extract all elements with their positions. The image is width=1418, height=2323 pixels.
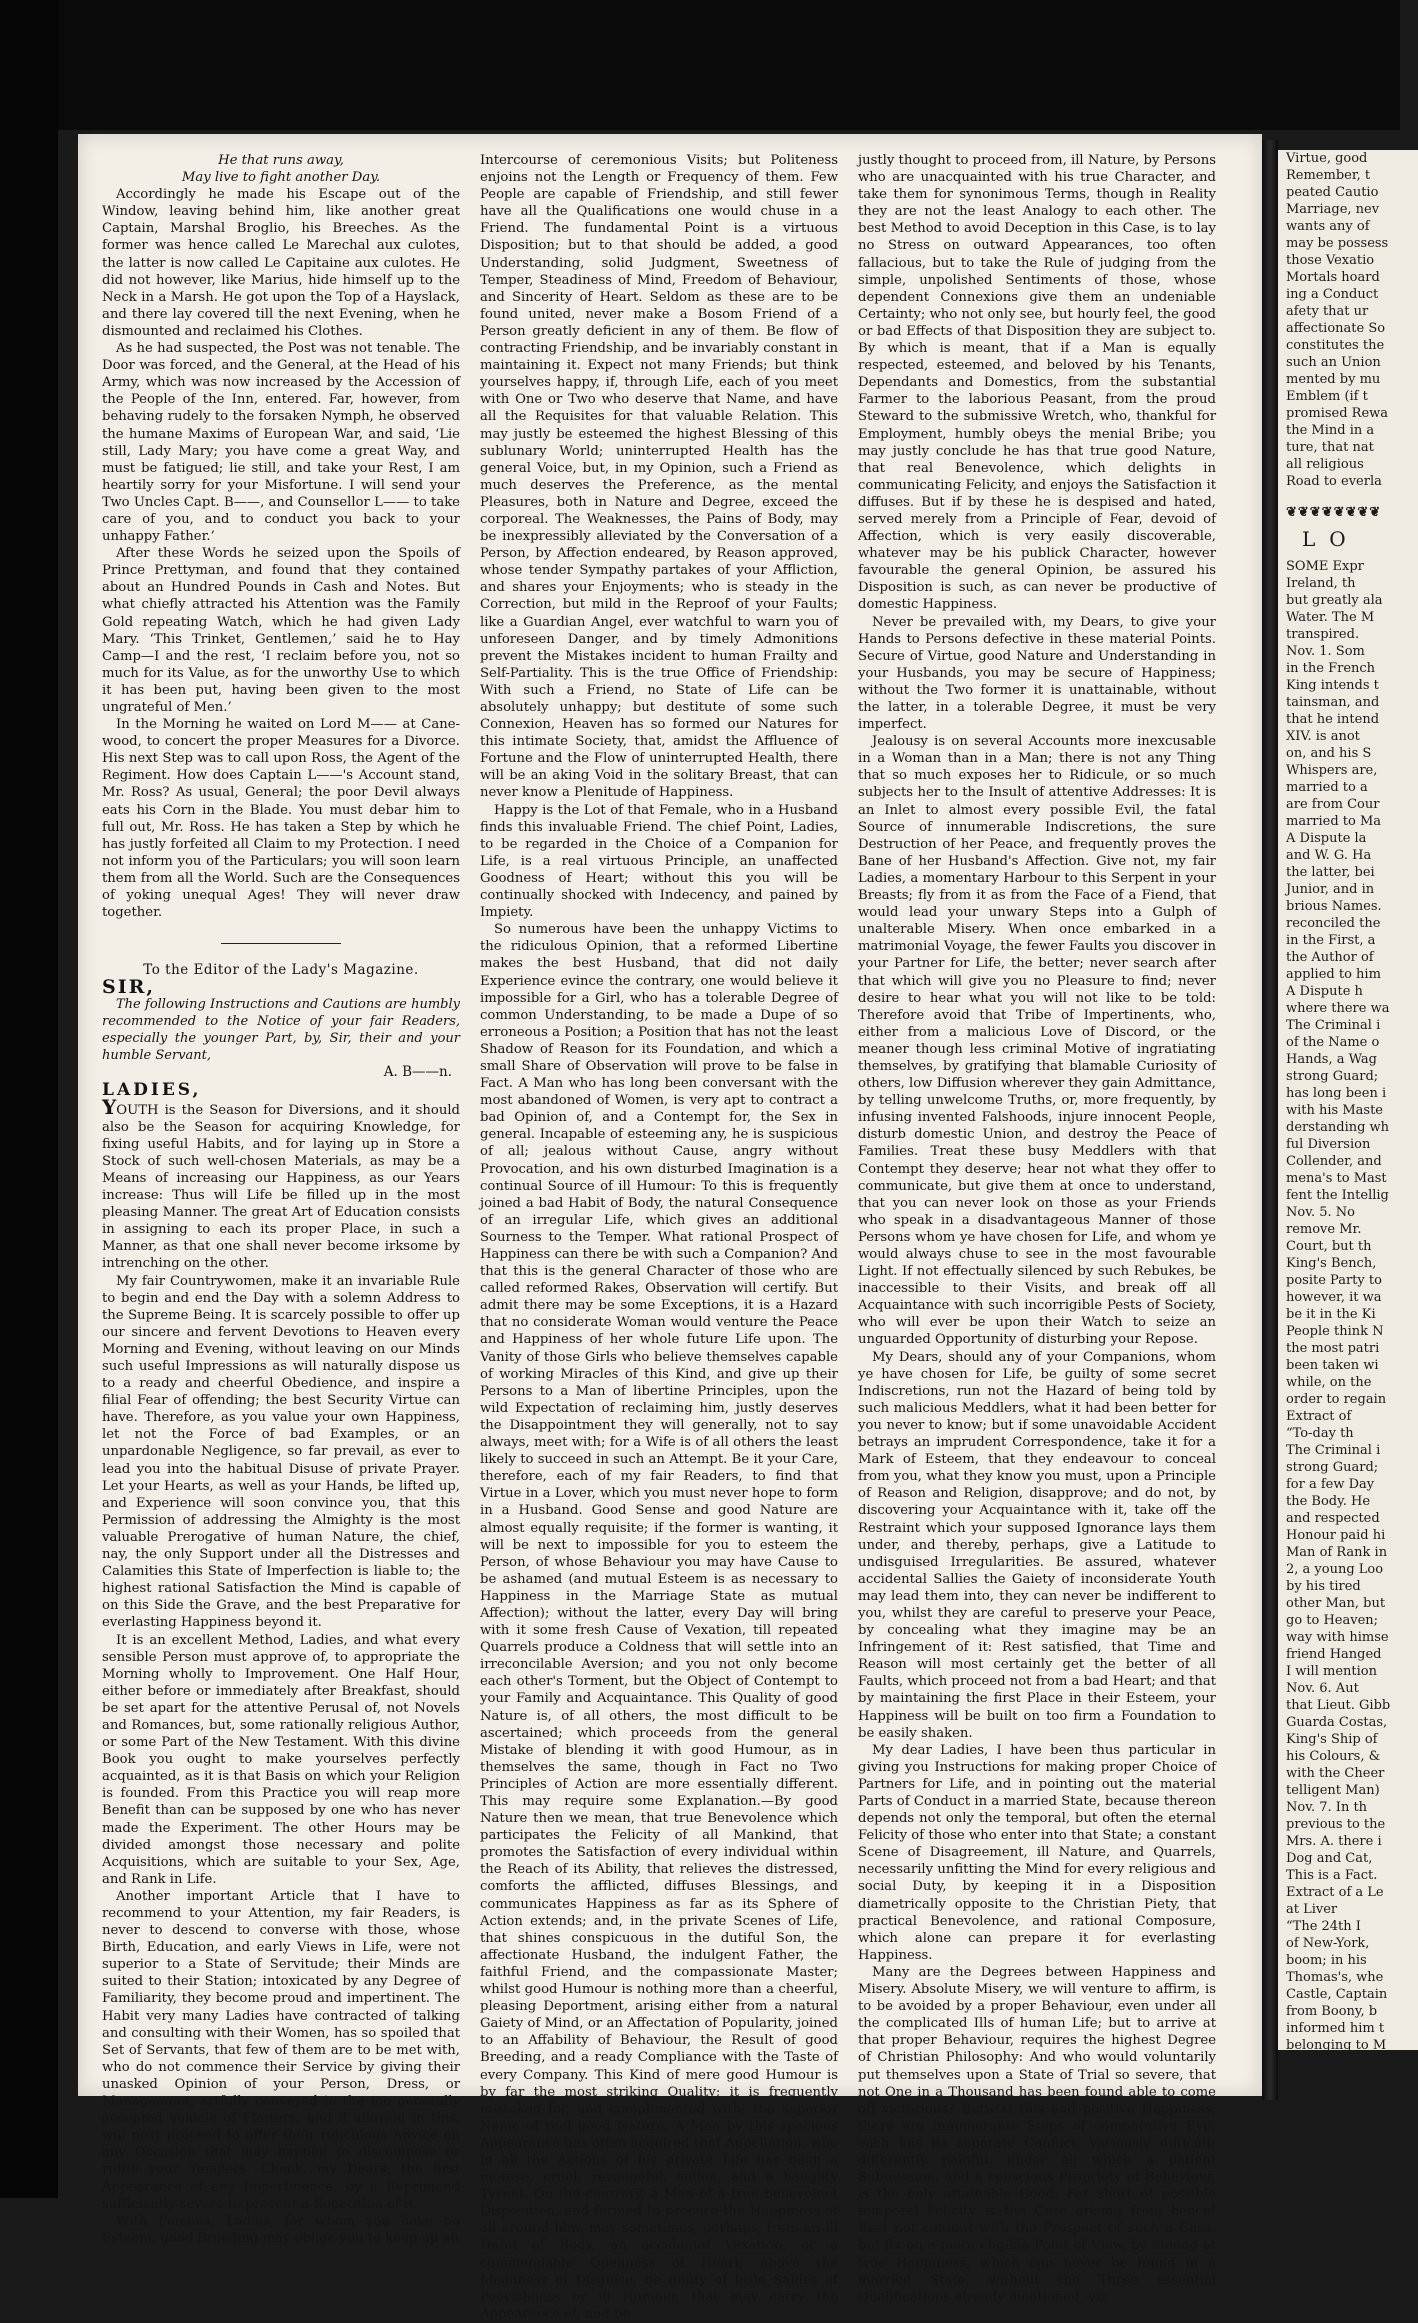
adjacent-text-line: going in about (1286, 2055, 1382, 2070)
adjacent-text-line: of New-York, (1286, 1936, 1370, 1951)
text-column-1 (102, 152, 460, 2246)
section-divider (221, 943, 341, 944)
adjacent-text-line: been taken wi (1286, 1358, 1379, 1373)
paragraph: Never be prevailed with, my Dears, to give your Hands to Persons defective in these material Points. Secure of Virtue, good Nature and Understanding in your Husbands, you may be secure of Happiness; without the Two former it is unattainable, without the latter, in a tolerable Degree, it must be very imperfect. (858, 614, 1216, 733)
adjacent-text-line: friend Hanged (1286, 1647, 1382, 1662)
adjacent-text-line: Extract of (1286, 1409, 1352, 1424)
adjacent-text-line: Nov. 5. No (1286, 1205, 1356, 1220)
adjacent-text-line: of the Name o (1286, 1035, 1380, 1050)
adjacent-text-line: Nov. 1. Som (1286, 644, 1365, 659)
adjacent-text-line: by his tired (1286, 1579, 1361, 1594)
adjacent-text-line: The Criminal i (1286, 1018, 1381, 1033)
adjacent-text-line: the latter, bei (1286, 865, 1375, 880)
adjacent-text-line: Honour paid hi (1286, 1528, 1386, 1543)
adjacent-text-line: may be possess (1286, 236, 1389, 251)
adjacent-text-line: Marriage, nev (1286, 202, 1380, 217)
adjacent-text-line: wants any of (1286, 219, 1370, 234)
paragraph: My dear Ladies, I have been thus particular in giving you Instructions for making proper Choice of Partners for Life, and in pointing out the material Parts of Conduct in a married State, because thereon depends not only the temporal, but often the eternal Felicity of those who enter into that State; a constant Scene of Disagreement, ill Nature, and Quarrels, necessarily unfitting the Mind for every religious and social Duty, by keeping it in a Disposition diametrically opposite to the Christian Piety, that practical Benevolence, and rational Composure, which alone can prepare it for everlasting Happiness. (858, 1742, 1216, 1963)
adjacent-text-line: 2, a young Loo (1286, 1562, 1384, 1577)
adjacent-text-line: all religious (1286, 457, 1364, 472)
scanner-background-left (0, 0, 58, 2198)
adjacent-text-line: ture, that nat (1286, 440, 1374, 455)
adjacent-text-line: mented by mu (1286, 372, 1381, 387)
adjacent-text-line: Remember, t (1286, 168, 1371, 183)
adjacent-text-line: Emblem (if t (1286, 389, 1368, 404)
adjacent-text-line: strong Guard; (1286, 1069, 1379, 1084)
paragraph: In the Morning he waited on Lord M—— at Cane-wood, to concert the proper Measures for a Divorce. His next Step was to call upon Ross, the Agent of the Regiment. How does Captain L——'s Account stand, Mr. Ross? As usual, General; the poor Devil always eats his Corn in the Blade. You must debar him to full out, Mr. Ross. He has taken a Step by which he has justly forfeited all Claim to my Protection. I need not inform you of the Particulars; you will soon learn them from all the World. Such are the Consequences of yoking unequal Ages! They will never draw together. (102, 717, 460, 921)
adjacent-text-line: or Blacks, who (1286, 2089, 1384, 2104)
adjacent-text-line: from Boony, b (1286, 2004, 1378, 2019)
adjacent-text-line: Court, but th (1286, 1239, 1372, 1254)
adjacent-text-line: the most patri (1286, 1341, 1380, 1356)
adjacent-text-line: XIV. is anot (1286, 729, 1360, 744)
adjacent-text-line: derstanding wh (1286, 1120, 1390, 1135)
adjacent-text-line: afety that ur (1286, 304, 1369, 319)
adjacent-text-line: “The 24th I (1286, 1919, 1361, 1934)
adjacent-text-line: go to Heaven; (1286, 1613, 1379, 1628)
adjacent-text-line: Water. The M (1286, 610, 1375, 625)
paragraph: Many are the Degrees between Happiness and Misery. Absolute Misery, we will venture to affirm, is to be avoided by a proper Behaviour, even under all the complicated Ills of human Life; but to arrive at that proper Behaviour, requires the highest Degree of Christian Philosophy: And who would voluntarily put themselves upon a State of Trial so severe, that not One in a Thousand has been found able to come off victorious? Betwixt this and positive Happiness, there are innumerable Steps of comparative Evil; each has its separate Conflict, variously difficult; differently painful, under all which a patient Submission, and a conscious Propriety of Behaviour, is the only attainable Good. Far short of possible temporal Felicity is the Case arising from hence! Rest not content with the Prospect of such a Case, but fix on a more eligible Point of View, by aiming at true Happiness, which can never be found in a married State, without the Three essential Qualifications already mentioned, viz. (858, 1964, 1216, 2305)
adjacent-text-line: King's Ship of (1286, 1732, 1378, 1747)
adjacent-text-line: peated Cautio (1286, 185, 1379, 200)
adjacent-text-line: that Lieut. Gibb (1286, 1698, 1391, 1713)
salutation: SIR, (102, 976, 156, 999)
adjacent-text-line: I will mention (1286, 1664, 1377, 1679)
adjacent-text-line: such an Union (1286, 355, 1381, 370)
adjacent-text-line: strong Guard; (1286, 1460, 1379, 1475)
paragraph: It is an excellent Method, Ladies, and what every sensible Person must approve of, to appropriate the Morning wholly to Improvement. One Half Hour, either before or immediately after Breakfast, should be set apart for the attentive Perusal of, not Novels and Romances, but, some rationally religious Author, or some Part of the New Testament. With this divine Book you ought to make yourselves perfectly acquainted, as it is that Basis on which your Religion is founded. From this Practice you will reap more Benefit than can be supposed by one who has never made the Experiment. The other Hours may be divided amongst those necessary and polite Acquisitions, which are suitable to your Sex, Age, and Rank in Life. (102, 1632, 460, 1887)
adjacent-text-line: Express being (1286, 2106, 1380, 2121)
adjacent-text-line: Wattes directly (1286, 2123, 1386, 2138)
adjacent-text-line: previous to the (1286, 1817, 1386, 1832)
adjacent-text-line: affectionate So (1286, 321, 1386, 336)
adjacent-text-line: the Body. He (1286, 1494, 1371, 1509)
adjacent-text-line: fent the Intellig (1286, 1188, 1389, 1203)
adjacent-text-line: in the French (1286, 661, 1376, 676)
paragraph: Intercourse of ceremonious Visits; but Politeness enjoins not the Length or Frequency of them. Few People are capable of Friendship, and still fewer have all the Qualifications one would chuse in a Friend. The fundamental Point is a virtuous Disposition; but to that should be added, a good Understanding, solid Judgment, Sweetness of Temper, Steadiness of Mind, Freedom of Behaviour, and Sincerity of Heart. Seldom as these are to be found united, never make a Bosom Friend of a Person greatly deficient in any of them. Be flow of contracting Friendship, and be invariably constant in maintaining it. Expect not many Friends; but think yourselves happy, if, through Life, each of you meet with One or Two who deserve that Name, and have all the Requisites for that valuable Relation. This may justly be esteemed the highest Blessing of this sublunary World; uninterrupted Health has the general Voice, but, in my Opinion, such a Friend as much deserves the Preference, as the mental Pleasures, both in Nature and Degree, exceed the corporeal. The Weaknesses, the Pains of Body, may be inexpressibly alleviated by the Conversation of a Person, by Affection endeared, by Reason approved, whose tender Sympathy partakes of your Affliction, and shares your Enjoyments; who is steady in the Correction, but mild in the Reproof of your Faults; like a Guardian Angel, ever watchful to warn you of unforeseen Danger, and by timely Admonitions prevent the Mistakes incident to human Frailty and Self-Partiality. This is the true Office of Friendship: With such a Friend, no State of Life can be absolutely unhappy; but destitute of some such Connexion, Heaven has so formed our Natures for this intimate Society, that, amidst the Affluence of Fortune and the Flow of uninterrupted Health, there will be an aking Void in the solitary Breast, that can never know a Plenitude of Happiness. (480, 153, 838, 801)
adjacent-text-line: Nov. 7. In th (1286, 1800, 1368, 1815)
adjacent-text-line: King intends t (1286, 678, 1379, 693)
adjacent-text-line: A Dispute h (1286, 984, 1363, 999)
paragraph: So numerous have been the unhappy Victims to the ridiculous Opinion, that a reformed Libertine makes the best Husband, that did not daily Experience evince the contrary, one would believe it impossible for a Girl, who has a tolerable Degree of common Understanding, to be made a Dupe of so erroneous a Position; a Position that has not the least Shadow of Reason for its Foundation, and which a small Share of Observation will prove to be false in Fact. A Man who has long been conversant with the most abandoned of Women, is very apt to contract a bad Opinion of, and a Contempt for, the Sex in general. Incapable of esteeming any, he is suspicious of all; jealous without Cause, angry without Provocation, and his own disturbed Imagination is a continual Source of ill Humour: To this is frequently joined a bad Habit of Body, the natural Consequence of an irregular Life, which gives an additional Sourness to the Temper. What rational Prospect of Happiness can there be with such a Companion? And that this is the general Character of those who are called reformed Rakes, Observation will certify. But admit there may be some Exceptions, it is a Hazard that no considerate Woman would venture the Peace and Happiness of her whole future Life upon. The Vanity of those Girls who believe themselves capable of working Miracles of this Kind, and give up their Persons to a Man of libertine Principles, upon the wild Expectation of reclaiming him, justly deserves the Disappointment they will generally, not to say always, meet with; for a Wife is of all others the least likely to succeed in such an Attempt. Be it your Care, therefore, each of my fair Readers, to find that Virtue in a Lover, which you must never hope to form in a Husband. Good Sense and good Nature are almost equally requisite; if the former is wanting, it will be next to impossible for you to esteem the Person, of whose Behaviour you may have Cause to be ashamed (and mutual Esteem is as necessary to Happiness in the Marriage State as mutual Affection); without the latter, every Day will bring with it some fresh Cause of Vexation, till repeated Quarrels produce a Coldness that will settle into an irreconcilable Aversion; and you not only become each other's Torment, but the Object of Contempt to your Family and Acquaintance. This Quality of good Nature is, of all others, the most difficult to be ascertained; which proceeds from the general Mistake of blending it with good Humour, as in themselves the same, though in Fact no Two Principles of Action are more essentially different. This may require some Explanation.—By good Nature then we mean, that true Benevolence which participates the Felicity of all Mankind, that promotes the Satisfaction of every individual within the Reach of its Ability, that relieves the distressed, comforts the afflicted, diffuses Blessings, and communicates Happiness as far as its Sphere of Action extends; and, in the private Scenes of Life, that shines conspicuous in the dutiful Son, the affectionate Husband, the indulgent Father, the faithful Friend, and the compassionate Master; whilst good Humour is nothing more than a cheerful, pleasing Deportment, arising either from a natural Gaiety of Mind, or an Affectation of Popularity, joined to an Affability of Behaviour, the Result of good Breeding, and a ready Compliance with the Taste of every Company. This Kind of mere good Humour is by far the most striking Quality; it is frequently mistaken for, and complimented with, the superior Name of real good Nature. A Man by this specious Appearance has often acquired that Appellation, who in all the Actions of his private Life has been a morose, cruel, revengeful, sullen, and a haughty Tyrant. On the contrary, a Man of a true benevolent Disposition, and formed to procure the Happiness of all around him, may sometimes, perhaps, from an ill Habit of Body, an accidental Vexation, or a commendable Openness of Heart, above the Meanness of Disguise, be guilty of little Sallies of Peevishness or ill Humour, that may carry the Appearance of, and be (480, 922, 838, 2322)
adjacent-text-line: brious Names. (1286, 899, 1382, 914)
adjacent-text-line: other Man, but (1286, 1596, 1386, 1611)
paragraph: justly thought to proceed from, ill Nature, by Persons who are unacquainted with his true Character, and take them for synonimous Terms, though in Reality they are not the least Analogy to each other. The best Method to avoid Deception in this Case, is to lay no Stress on outward Appearances, too often fallacious, but to take the Rule of judging from the simple, unpolished Sentiments of those, whose dependent Connexions give them an undeniable Certainty; who not only see, but hourly feel, the good or bad Effects of that Disposition they are subject to. By which is meant, that if a Man is equally respected, esteemed, and beloved by his Tenants, Dependants and Domestics, from the substantial Farmer to the laborious Peasant, from the proud Steward to the submissive Wretch, who, thankful for Employment, humbly obeys the menial Bribe; you may justly conclude he has that true good Nature, that real Benevolence, which delights in communicating Felicity, and enjoys the Satisfaction it diffuses. But if by these he is despised and hated, served merely from a Principle of Fear, devoid of Affection, which is very easily discoverable, whatever may be his publick Character, however favourable the general Opinion, be assured his Disposition is such, as can never be productive of domestic Happiness. (858, 153, 1216, 613)
adjacent-text-line: the Mind in a (1286, 423, 1375, 438)
adjacent-text-line: and respected (1286, 1511, 1380, 1526)
adjacent-column-bottom (1278, 558, 1418, 2139)
adjacent-text-line: “To-day th (1286, 1426, 1354, 1441)
paragraph: After these Words he seized upon the Spoils of Prince Prettyman, and found that they contained about an Hundred Pounds in Cash and Notes. But what chiefly attracted his Attention was the Family Gold repeating Watch, which he had given Lady Mary. ‘This Trinket, Gentlemen,’ said he to Hay Camp—I and the rest, ‘I reclaim before you, not so much for its Value, as for the unworthy Use to which it has been put, having been given to the most ungrateful of Men.’ (102, 546, 460, 715)
adjacent-text-line: belonging to M (1286, 2038, 1387, 2053)
adjacent-text-line: Extract of a Le (1286, 1885, 1384, 1900)
adjacent-text-line: Castle, Captain (1286, 1987, 1388, 2002)
adjacent-text-line: SOME Expr (1286, 559, 1364, 574)
adjacent-text-line: Ireland, th (1286, 576, 1356, 591)
text-column-3 (858, 152, 1216, 2305)
adjacent-text-line: it, and was im (1286, 2072, 1379, 2087)
adjacent-text-line: applied to him (1286, 967, 1381, 982)
adjacent-text-line: Mrs. A. there i (1286, 1834, 1382, 1849)
adjacent-text-line: his Colours, & (1286, 1749, 1381, 1764)
adjacent-text-line: while, on the (1286, 1375, 1372, 1390)
adjacent-column-top (1278, 150, 1418, 490)
paragraph: Another important Article that I have to recommend to your Attention, my fair Readers, is never to descend to converse with those, whose Birth, Education, and early Views in Life, were not superior to a State of Servitude; their Minds are suited to their Station; intoxicated by any Degree of Familiarity, they become proud and impertinent. The Habit very many Ladies have contracted of talking and consulting with their Women, has so spoiled that Set of Servants, that few of them are to be met with, who do not commence their Service by giving their unasked Opinion of your Person, Dress, or Management, artfully conveyed in the too generally accepted Vehicle of Flattery; and if allowed in this, will next proceed to offer their ridiculous Advice on any Occasion that may happen to discompose or ruffle your Tempers. Check, my Dears, the first Appearance of any Impertinence, by a Reprimand sufficiently severe to prevent a Repetition of it. (102, 1888, 460, 2212)
verse-line: May live to fight another Day. (181, 170, 381, 186)
adjacent-text-line: A Dispute la (1286, 831, 1367, 846)
scanner-background-top (0, 0, 1400, 130)
letter-heading: To the Editor of the Lady's Magazine. (143, 962, 419, 979)
adjacent-text-line: Road to everla (1286, 474, 1382, 489)
paragraph: Accordingly he made his Escape out of the Window, leaving behind him, like another great Captain, Marshal Broglio, his Breeches. As the former was hence called Le Marechal aux culotes, the latter is now called Le Capitaine aux culotes. He did not however, like Marius, hide himself up to the Neck in a Marsh. He got upon the Top of a Hayslack, and there lay covered till the next Evening, when he dismounted and reclaimed his Clothes. (102, 187, 460, 339)
ornament-border: ❦❦❦❦❦❦❦❦ (1286, 505, 1382, 520)
adjacent-text-line: Junior, and in (1286, 882, 1375, 897)
paragraph: My Dears, should any of your Companions, whom ye have chosen for Life, be guilty of some secret Indiscretions, run not the Hazard of being told by such malicious Meddlers, what it had been better for you never to know; but if some unavoidable Accident betrays an imprudent Correspondence, take it for a Mark of Esteem, that they endeavour to conceal from you, what they know you must, upon a Principle of Reason and Religion, disapprove; and do not, by discovering your Acquaintance with it, take off the Restraint which your supposed Ignorance lays them under, and thereby, perhaps, give a Latitude to undisguised Irregularities. Be assured, whatever accidental Sallies the Gaiety of inconsiderate Youth may lead them into, they can never be indifferent to you, whilst they are careful to preserve your Peace, by concealing what they imagine may be an Infringement of it: Rest satisfied, that Time and Reason will most certainly get the better of all Faults, which proceed not from a bad Heart; and that by maintaining the first Place in their Esteem, your Happiness will be built on too firm a Foundation to be easily shaken. (858, 1349, 1216, 1741)
paragraph: Happy is the Lot of that Female, who in a Husband finds this invaluable Friend. The chief Point, Ladies, to be regarded in the Choice of a Companion for Life, is a real virtuous Principle, an unaffected Goodness of Heart; without this you will be continually shocked with Indecency, and pained by Impiety. (480, 802, 838, 921)
adjacent-text-line: Nov. 6. Aut (1286, 1681, 1359, 1696)
adjacent-text-line: but greatly ala (1286, 593, 1383, 608)
adjacent-text-line: promised Rewa (1286, 406, 1389, 421)
adjacent-text-line: People think N (1286, 1324, 1384, 1339)
adjacent-text-line: has long been i (1286, 1086, 1387, 1101)
adjacent-text-line: posite Party to (1286, 1273, 1382, 1288)
adjacent-text-line: however, it wa (1286, 1290, 1382, 1305)
adjacent-text-line: boom; in his (1286, 1953, 1367, 1968)
paragraph: As he had suspected, the Post was not tenable. The Door was forced, and the General, at the Head of his Army, which was now increased by the Accession of the People of the Inn, entered. Far, however, from behaving rudely to the forsaken Nymph, he observed the humane Maxims of European War, and said, ‘Lie still, Lady Mary; you have come a great Way, and must be fatigued; lie still, and take your Rest, I am heartily sorry for your Misfortune. I will send your Two Uncles Capt. B——, and Counsellor L—— to take care of you, and to conduct you back to your unhappy Father.’ (102, 341, 460, 545)
adjacent-text-line: are from Cour (1286, 797, 1380, 812)
adjacent-text-line: informed him t (1286, 2021, 1385, 2036)
adjacent-text-line: Virtue, good (1286, 151, 1368, 166)
adjacent-text-line: those Vexatio (1286, 253, 1375, 268)
paragraph-text: OUTH is the Season for Diversions, and it should also be the Season for acquiring Knowledge, for fixing useful Habits, and for laying up in Store a Stock of such well-chosen Materials, as may be a Means of increasing our Happiness, as our Years increase: Thus will Life be filled up in the most pleasing Manner. The great Art of Education consists in assigning to each its proper Place, in such a Manner, as that one shall never become irksome by intrenching on the other. (102, 1102, 460, 1272)
adjacent-text-line: mena's to Mast (1286, 1171, 1387, 1186)
adjacent-text-line: constitutes the (1286, 338, 1385, 353)
letter-intro: The following Instructions and Cautions are humbly recommended to the Notice of your fair Readers, especially the younger Part, by, Sir, their and your humble Servant, (102, 997, 460, 1064)
adjacent-text-line: in the First, a (1286, 933, 1376, 948)
adjacent-text-line: Whispers are, (1286, 763, 1378, 778)
ladies-heading: LADIES, (102, 1079, 202, 1100)
adjacent-text-line: that he intend (1286, 712, 1380, 727)
text-column-2 (480, 152, 838, 2322)
adjacent-text-line: ing a Conduct (1286, 287, 1379, 302)
adjacent-text-line: for a few Day (1286, 1477, 1375, 1492)
adjacent-text-line: married to a (1286, 780, 1368, 795)
verse-line: He that runs away, (218, 153, 344, 168)
adjacent-text-line: order to regain (1286, 1392, 1387, 1407)
adjacent-text-line: Guarda Costas, (1286, 1715, 1388, 1730)
adjacent-text-line: remove Mr. (1286, 1222, 1362, 1237)
adjacent-text-line: King's Bench, (1286, 1256, 1377, 1271)
adjacent-text-line: at Liver (1286, 1902, 1338, 1917)
magazine-page (78, 134, 1262, 2322)
letter-signature: A. B——n. (383, 1064, 452, 1081)
adjacent-text-line: Man of Rank in (1286, 1545, 1388, 1560)
adjacent-text-line: ful Diversion (1286, 1137, 1371, 1152)
paragraph: My fair Countrywomen, make it an invariable Rule to begin and end the Day with a solemn Address to the Supreme Being. It is scarcely possible to offer up our sincere and fervent Devotions to Heaven every Morning and Evening, without leaving on our Minds such useful Impressions as will naturally dispose us to a ready and cheerful Obedience, and inspire a filial Fear of offending; the best Security Virtue can have. Therefore, as you value your own Happiness, let not the Force of bad Examples, or an unpardonable Negligence, so far prevail, as ever to lead you into the habitual Disuse of private Prayer. Let your Hearts, as well as your Hands, be lifted up, and Experience will soon convince you, that this Permission of addressing the Almighty is the most valuable Prerogative of human Nature, the chief, nay, the only Support under all the Distresses and Calamities this State of Imperfection is liable to; the highest rational Satisfaction the Mind is capable of on this Side the Grave, and the best Preparative for everlasting Happiness beyond it. (102, 1273, 460, 1631)
adjacent-text-line: Collender, and (1286, 1154, 1382, 1169)
paragraph (102, 1094, 460, 1273)
adjacent-text-line: Dog and Cat, (1286, 1851, 1373, 1866)
adjacent-text-line: on, and his S (1286, 746, 1372, 761)
adjacent-heading: LO (1302, 527, 1360, 551)
adjacent-page-fragment (1278, 150, 1418, 2138)
adjacent-text-line: and W. G. Ha (1286, 848, 1372, 863)
adjacent-text-line: This is a Fact. (1286, 1868, 1378, 1883)
adjacent-text-line: telligent Man) (1286, 1783, 1380, 1798)
adjacent-text-line: way with himse (1286, 1630, 1389, 1645)
adjacent-text-line: the Author of (1286, 950, 1374, 965)
adjacent-text-line: Thomas's, whe (1286, 1970, 1384, 1985)
adjacent-text-line: transpired. (1286, 627, 1360, 642)
adjacent-text-line: Hands, a Wag (1286, 1052, 1377, 1067)
adjacent-text-line: with his Maste (1286, 1103, 1383, 1118)
adjacent-text-line: married to Ma (1286, 814, 1382, 829)
adjacent-text-line: be it in the Ki (1286, 1307, 1376, 1322)
adjacent-text-line: tainsman, and (1286, 695, 1380, 710)
paragraph: Jealousy is on several Accounts more inexcusable in a Woman than in a Man; there is not any Thing that so much exposes her to Ridicule, or so much subjects her to the Insult of attentive Addresses: It is an Inlet to almost every possible Evil, the fatal Source of innumerable Indiscretions, the sure Destruction of her Peace, and frequently proves the Bane of her Husband's Affection. Give not, my fair Ladies, a momentary Harbour to this Serpent in your Breasts; fly from it as from the Face of a Fiend, that would lead your unwary Steps into a Gulph of unalterable Misery. When once embarked in a matrimonial Voyage, the fewer Faults you discover in your Partner for Life, the better; never search after that which will give you no Pleasure to find; never desire to hear what you will not like to be told: Therefore avoid that Tribe of Impertinents, who, either from a malicious Love of Discord, or the meaner though less criminal Motive of ingratiating themselves, by gratifying that blamable Curiosity of others, low Diffusion wherever they gain Admittance, by telling unwelcome Truths, or, more frequently, by infusing invented Falshoods, injure innocent People, disturb domestic Union, and destroy the Peace of Families. Treat these busy Meddlers with that Contempt they deserve; hear not what they offer to communicate, but give them at once to understand, that you can never look on those as your Friends who speak in a disadvantageous Manner of those Persons whom ye have chosen for Life, and whom ye would always chuse to see in the most favourable Light. If not effectually silenced by such Rebukes, be inaccessible to their Visits, and break off all Acquaintance with such incorrigible Pests of Society, who will ever be upon their Watch to seize an unguarded Opportunity of disturbing your Repose. (858, 734, 1216, 1348)
drop-cap: Y (102, 1094, 117, 1119)
adjacent-text-line: The Criminal i (1286, 1443, 1381, 1458)
adjacent-text-line: with the Cheer (1286, 1766, 1385, 1781)
binding-fold (1262, 140, 1278, 2100)
adjacent-text-line: Mortals hoard (1286, 270, 1380, 285)
paragraph: With Persons, Ladies, for whom you have no Esteem, good Breeding may oblige you to keep up an (102, 2213, 460, 2246)
adjacent-text-line: reconciled the (1286, 916, 1381, 931)
adjacent-text-line: where there wa (1286, 1001, 1390, 1016)
